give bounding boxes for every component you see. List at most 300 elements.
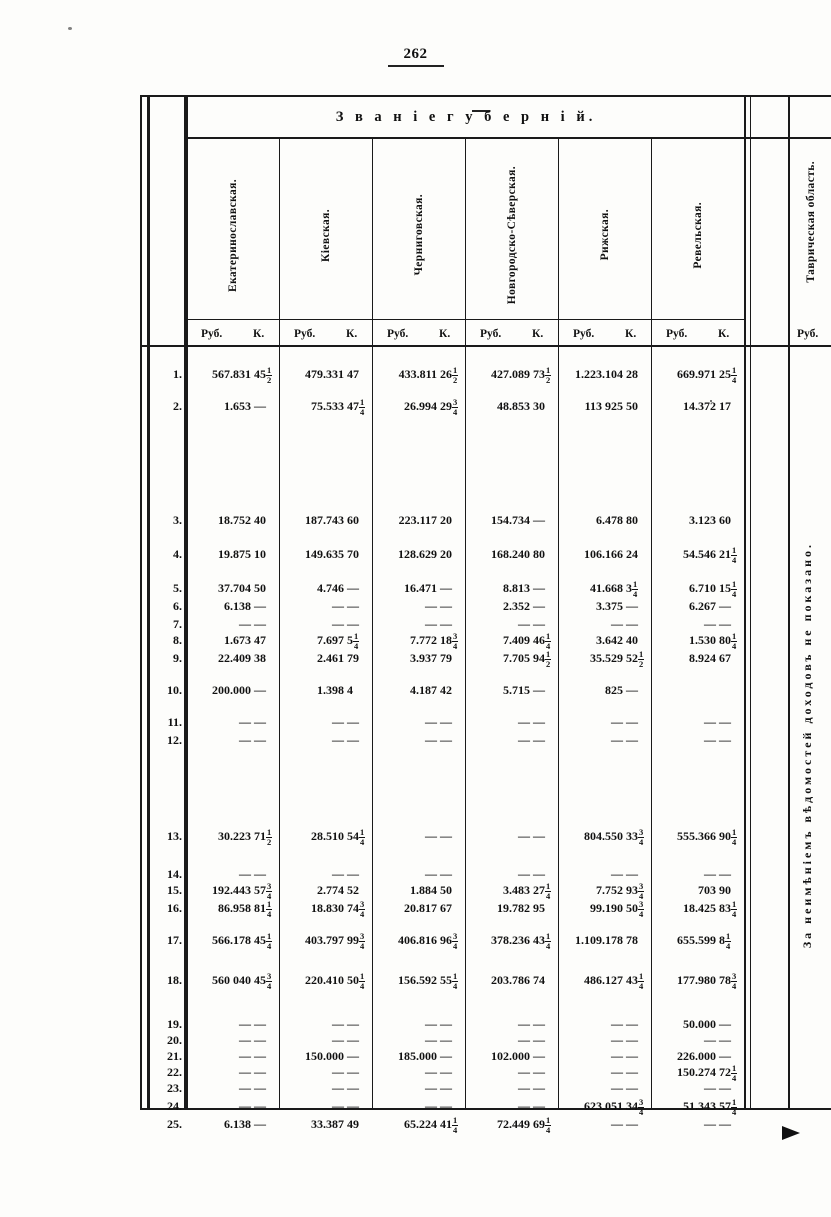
table-cell-kop: 54 $\frac{1}{4}$ bbox=[347, 827, 365, 847]
table-cell-rub: — bbox=[332, 1081, 344, 1095]
table-cell-kop: — bbox=[347, 867, 359, 881]
column-header-label: Рижская. bbox=[598, 209, 611, 261]
unit-rub: Руб. bbox=[666, 328, 688, 340]
table-cell-kop: — bbox=[347, 599, 359, 613]
column-header-label: Кiевская. bbox=[319, 208, 332, 262]
table-cell-kop: — bbox=[254, 1099, 266, 1113]
table-cell-rub: 7.697 bbox=[317, 633, 344, 647]
table-cell-rub: 150.274 bbox=[677, 1065, 716, 1079]
table-cell-kop: 83 $\frac{1}{4}$ bbox=[719, 899, 737, 919]
table-cell-rub: 566.178 bbox=[212, 933, 251, 947]
fraction: $\frac{1}{4}$ bbox=[732, 827, 737, 847]
row-number: 21. bbox=[167, 1049, 182, 1063]
table-cell-rub: 30.223 bbox=[218, 829, 251, 843]
fraction: $\frac{1}{4}$ bbox=[732, 545, 737, 565]
table-cell-kop: 20 bbox=[440, 513, 452, 527]
table-cell-rub: 378.236 bbox=[491, 933, 530, 947]
table-cell-rub: 28.510 bbox=[311, 829, 344, 843]
table-cell-kop: — bbox=[719, 715, 731, 729]
row-number: 19. bbox=[167, 1017, 182, 1031]
table-cell-rub: 54.546 bbox=[683, 547, 716, 561]
table-cell-kop: 29 $\frac{3}{4}$ bbox=[440, 397, 458, 417]
table-cell-kop: — bbox=[440, 867, 452, 881]
table-cell-rub: — bbox=[425, 867, 437, 881]
row-number: 2. bbox=[173, 399, 182, 413]
table-cell-kop: — bbox=[347, 733, 359, 747]
table-cell-kop: 67 bbox=[440, 901, 452, 915]
table-cell-rub: 200.000 bbox=[212, 683, 251, 697]
table-cell-kop: 43 $\frac{1}{4}$ bbox=[626, 971, 644, 991]
fraction: $\frac{3}{4}$ bbox=[453, 631, 458, 651]
table-cell-kop: — bbox=[719, 1117, 731, 1131]
table-cell-rub: — bbox=[332, 1017, 344, 1031]
table-cell-rub: — bbox=[611, 1033, 623, 1047]
table-cell-kop: — bbox=[626, 715, 638, 729]
fraction: $\frac{1}{4}$ bbox=[360, 397, 365, 417]
table-cell-rub: 3.483 bbox=[503, 883, 530, 897]
table-cell-kop: — bbox=[626, 1033, 638, 1047]
table-cell-kop: — bbox=[719, 617, 731, 631]
table-cell-rub: — bbox=[518, 829, 530, 843]
table-cell-rub: 2.774 bbox=[317, 883, 344, 897]
table-cell-kop: 52 bbox=[347, 883, 359, 897]
table-cell-kop: — bbox=[347, 617, 359, 631]
table-cell-kop: — bbox=[440, 1081, 452, 1095]
table-cell-rub: 177.980 bbox=[677, 973, 716, 987]
page-number-rule bbox=[388, 65, 444, 67]
side-note-text: За неимѣнiемъ вѣдомостей доходовъ не показано. bbox=[799, 541, 814, 949]
table-cell-kop: 10 bbox=[254, 547, 266, 561]
row-number: 20. bbox=[167, 1033, 182, 1047]
table-cell-kop: — bbox=[440, 829, 452, 843]
column-header-label: Таврическая область. bbox=[804, 161, 817, 283]
page-number bbox=[0, 46, 831, 67]
table-cell-kop: 50 bbox=[440, 883, 452, 897]
statistics-table bbox=[140, 95, 831, 1135]
table-cell-kop: 33 $\frac{3}{4}$ bbox=[626, 827, 644, 847]
table-cell-rub: — bbox=[518, 1065, 530, 1079]
table-cell-kop: — bbox=[719, 733, 731, 747]
table-cell-kop: 27 $\frac{1}{4}$ bbox=[533, 881, 551, 901]
table-cell-rub: — bbox=[704, 715, 716, 729]
table-cell-kop: 25 $\frac{1}{4}$ bbox=[719, 365, 737, 385]
row-number: 10. bbox=[167, 683, 182, 697]
table-cell-rub: — bbox=[704, 867, 716, 881]
row-number: 11. bbox=[167, 715, 182, 729]
fraction: $\frac{1}{4}$ bbox=[732, 631, 737, 651]
table-cell-rub: — bbox=[518, 715, 530, 729]
table-cell-rub: 19.875 bbox=[218, 547, 251, 561]
fraction: $\frac{3}{4}$ bbox=[360, 899, 365, 919]
row-number: 17. bbox=[167, 933, 182, 947]
table-cell-rub: — bbox=[425, 617, 437, 631]
table-cell-rub: — bbox=[704, 1081, 716, 1095]
table-cell-kop: 47 $\frac{1}{4}$ bbox=[347, 397, 365, 417]
table-cell-rub: — bbox=[518, 1081, 530, 1095]
fraction: $\frac{1}{4}$ bbox=[546, 931, 551, 951]
table-cell-rub: 1.109.178 bbox=[575, 933, 623, 947]
table-cell-kop: 47 bbox=[347, 367, 359, 381]
table-cell-kop: 71 $\frac{1}{2}$ bbox=[254, 827, 272, 847]
table-cell-kop: 94 $\frac{1}{2}$ bbox=[533, 649, 551, 669]
table-cell-rub: 555.366 bbox=[677, 829, 716, 843]
table-cell-rub: 7.409 bbox=[503, 633, 530, 647]
table-cell-rub: 4.746 bbox=[317, 581, 344, 595]
table-cell-rub: — bbox=[611, 1017, 623, 1031]
table-cell-rub: 128.629 bbox=[398, 547, 437, 561]
table-cell-kop: 42 bbox=[440, 683, 452, 697]
fraction: $\frac{3}{4}$ bbox=[360, 931, 365, 951]
table-cell-rub: 48.853 bbox=[497, 399, 530, 413]
table-cell-rub: — bbox=[332, 617, 344, 631]
fraction: $\frac{1}{4}$ bbox=[360, 827, 365, 847]
row-number: 3. bbox=[173, 513, 182, 527]
table-cell-rub: — bbox=[704, 1033, 716, 1047]
table-cell-rub: 5.715 bbox=[503, 683, 530, 697]
table-cell-rub: 16.471 bbox=[404, 581, 437, 595]
table-cell-rub: — bbox=[518, 733, 530, 747]
table-cell-kop: 52 $\frac{1}{2}$ bbox=[626, 649, 644, 669]
table-cell-kop: 50 $\frac{1}{4}$ bbox=[347, 971, 365, 991]
table-cell-kop: — bbox=[533, 1081, 545, 1095]
table-cell-rub: 7.772 bbox=[410, 633, 437, 647]
table-cell-kop: 81 $\frac{1}{4}$ bbox=[254, 899, 272, 919]
table-cell-rub: — bbox=[332, 867, 344, 881]
table-cell-kop: — bbox=[533, 1065, 545, 1079]
fraction: $\frac{1}{4}$ bbox=[732, 579, 737, 599]
fraction: $\frac{3}{4}$ bbox=[267, 971, 272, 991]
unit-row-tavricheskaya bbox=[789, 323, 831, 345]
table-cell-rub: — bbox=[425, 1081, 437, 1095]
table-cell-kop: — bbox=[626, 1117, 638, 1131]
table-cell-rub: — bbox=[332, 599, 344, 613]
fraction: $\frac{1}{2}$ bbox=[267, 365, 272, 385]
table-cell-rub: 168.240 bbox=[491, 547, 530, 561]
unit-row-chernigovskaya bbox=[373, 323, 465, 345]
fraction: $\frac{1}{2}$ bbox=[639, 649, 644, 669]
table-cell-kop: — bbox=[533, 867, 545, 881]
table-cell-rub: 403.797 bbox=[305, 933, 344, 947]
table-cell-kop: 90 $\frac{1}{4}$ bbox=[719, 827, 737, 847]
col-sep-6 bbox=[744, 95, 746, 1110]
table-cell-rub: 3.642 bbox=[596, 633, 623, 647]
table-cell-kop: — bbox=[347, 1099, 359, 1113]
column-header-label: Екатеринославская. bbox=[226, 178, 239, 292]
table-cell-rub: — bbox=[518, 1017, 530, 1031]
table-cell-kop: — bbox=[347, 715, 359, 729]
fraction: $\frac{1}{4}$ bbox=[639, 971, 644, 991]
table-cell-rub: 655.599 bbox=[677, 933, 716, 947]
table-cell-rub: — bbox=[239, 1017, 251, 1031]
table-cell-rub: — bbox=[239, 1065, 251, 1079]
table-cell-kop: 78 bbox=[626, 933, 638, 947]
table-cell-kop: — bbox=[254, 1117, 266, 1131]
table-cell-kop: 79 bbox=[347, 651, 359, 665]
table-cell-rub: — bbox=[611, 1117, 623, 1131]
table-cell-kop: 74 bbox=[533, 973, 545, 987]
table-cell-rub: 486.127 bbox=[584, 973, 623, 987]
unit-row-ekaterinoslavskaya bbox=[187, 323, 279, 345]
table-cell-rub: — bbox=[425, 1099, 437, 1113]
table-title: З в а н i е г у б е р н i й. bbox=[335, 109, 597, 125]
table-cell-kop: 74 $\frac{3}{4}$ bbox=[347, 899, 365, 919]
unit-row-rizhskaya bbox=[559, 323, 651, 345]
table-cell-rub: — bbox=[239, 1099, 251, 1113]
table-cell-rub: 427.089 bbox=[491, 367, 530, 381]
table-cell-rub: 2.352 bbox=[503, 599, 530, 613]
table-cell-rub: — bbox=[611, 715, 623, 729]
column-header-label: Ревельская. bbox=[691, 201, 704, 269]
table-cell-kop: 46 $\frac{1}{4}$ bbox=[533, 631, 551, 651]
row-number: 4. bbox=[173, 547, 182, 561]
fraction: $\frac{1}{2}$ bbox=[453, 365, 458, 385]
table-cell-kop: 55 $\frac{1}{4}$ bbox=[440, 971, 458, 991]
fraction: $\frac{1}{4}$ bbox=[354, 631, 359, 651]
row-number: 22. bbox=[167, 1065, 182, 1079]
fraction: $\frac{3}{4}$ bbox=[732, 971, 737, 991]
table-cell-rub: 560 040 bbox=[212, 973, 251, 987]
table-cell-kop: 95 bbox=[533, 901, 545, 915]
row-number: 7. bbox=[173, 617, 182, 631]
table-cell-kop: — bbox=[533, 715, 545, 729]
unit-rub: Руб. bbox=[387, 328, 409, 340]
unit-row-kievskaya bbox=[280, 323, 372, 345]
fraction: $\frac{3}{4}$ bbox=[639, 827, 644, 847]
table-cell-kop: — bbox=[626, 1017, 638, 1031]
fraction: $\frac{1}{4}$ bbox=[732, 1097, 737, 1117]
unit-kop: К. bbox=[439, 328, 451, 340]
column-header-label: Новгородско-Сѣверская. bbox=[505, 165, 518, 305]
table-cell-rub: 1.223.104 bbox=[575, 367, 623, 381]
table-cell-rub: 226.000 bbox=[677, 1049, 716, 1063]
table-cell-rub: 6.478 bbox=[596, 513, 623, 527]
table-cell-rub: 156.592 bbox=[398, 973, 437, 987]
table-cell-kop: — bbox=[347, 1081, 359, 1095]
table-cell-rub: 50.000 bbox=[683, 1017, 716, 1031]
table-cell-kop: — bbox=[440, 1065, 452, 1079]
table-cell-rub: 825 bbox=[605, 683, 623, 697]
table-cell-kop: 24 bbox=[626, 547, 638, 561]
table-cell-kop: 45 $\frac{1}{2}$ bbox=[254, 365, 272, 385]
corner-mark bbox=[782, 1126, 800, 1140]
table-cell-rub: 187.743 bbox=[305, 513, 344, 527]
table-cell-rub: 37.704 bbox=[218, 581, 251, 595]
fraction: $\frac{1}{4}$ bbox=[453, 1115, 458, 1135]
table-cell-kop: — bbox=[533, 1049, 545, 1063]
row-number: 18. bbox=[167, 973, 182, 987]
row-number: 12. bbox=[167, 733, 182, 747]
table-cell-rub: 7.752 bbox=[596, 883, 623, 897]
table-cell-kop: — bbox=[347, 1065, 359, 1079]
table-cell-kop: 80 bbox=[533, 547, 545, 561]
table-cell-rub: 33.387 bbox=[311, 1117, 344, 1131]
table-cell-rub: — bbox=[425, 829, 437, 843]
table-cell-rub: 3.123 bbox=[689, 513, 716, 527]
table-cell-kop: — bbox=[719, 1049, 731, 1063]
table-cell-kop: — bbox=[626, 683, 638, 697]
table-cell-rub: 220.410 bbox=[305, 973, 344, 987]
table-cell-kop: — bbox=[254, 1065, 266, 1079]
table-cell-kop: — bbox=[533, 513, 545, 527]
table-cell-kop: — bbox=[440, 617, 452, 631]
table-cell-kop: 99 $\frac{3}{4}$ bbox=[347, 931, 365, 951]
table-cell-rub: 6.710 bbox=[689, 581, 716, 595]
table-cell-kop: 50 bbox=[626, 399, 638, 413]
table-cell-rub: — bbox=[425, 1033, 437, 1047]
unit-rub: Руб. bbox=[480, 328, 502, 340]
table-cell-rub: — bbox=[611, 867, 623, 881]
table-cell-rub: — bbox=[611, 1065, 623, 1079]
table-cell-rub: 106.166 bbox=[584, 547, 623, 561]
column-header-revelskaya bbox=[652, 151, 744, 319]
table-cell-kop: 40 bbox=[254, 513, 266, 527]
table-cell-kop: — bbox=[533, 617, 545, 631]
table-cell-kop: — bbox=[533, 1017, 545, 1031]
table-cell-rub: 1.398 bbox=[317, 683, 344, 697]
fraction: $\frac{1}{4}$ bbox=[546, 1115, 551, 1135]
table-cell-kop: — bbox=[719, 1033, 731, 1047]
table-cell-rub: 72.449 bbox=[497, 1117, 530, 1131]
table-cell-rub: 406.816 bbox=[398, 933, 437, 947]
table-cell-kop: 60 bbox=[347, 513, 359, 527]
table-cell-kop: — bbox=[719, 1017, 731, 1031]
col-sep-6b bbox=[750, 95, 751, 1110]
table-cell-rub: — bbox=[425, 1017, 437, 1031]
table-cell-kop: — bbox=[254, 733, 266, 747]
table-cell-kop: — bbox=[533, 599, 545, 613]
table-cell-rub: 6.138 bbox=[224, 1117, 251, 1131]
table-cell-kop: 78 $\frac{3}{4}$ bbox=[719, 971, 737, 991]
fraction: $\frac{1}{4}$ bbox=[633, 579, 638, 599]
page-number-value: 262 bbox=[403, 46, 428, 62]
header-rule-units bbox=[140, 345, 831, 347]
fraction: $\frac{1}{4}$ bbox=[546, 881, 551, 901]
table-cell-rub: 2.461 bbox=[317, 651, 344, 665]
table-cell-kop: 67 bbox=[719, 651, 731, 665]
table-cell-kop: — bbox=[440, 733, 452, 747]
table-cell-kop: 21 $\frac{1}{4}$ bbox=[719, 545, 737, 565]
table-cell-rub: 26.994 bbox=[404, 399, 437, 413]
table-cell-rub: — bbox=[332, 1033, 344, 1047]
table-cell-kop: 57 $\frac{1}{4}$ bbox=[719, 1097, 737, 1117]
table-cell-kop: — bbox=[626, 599, 638, 613]
column-header-ekaterinoslavskaya bbox=[187, 151, 279, 319]
table-cell-kop: — bbox=[719, 599, 731, 613]
table-cell-rub: 185.000 bbox=[398, 1049, 437, 1063]
row-number: 23. bbox=[167, 1081, 182, 1095]
table-cell-kop: 3 $\frac{1}{4}$ bbox=[626, 579, 638, 599]
table-cell-rub: 192.443 bbox=[212, 883, 251, 897]
table-cell-kop: 93 $\frac{3}{4}$ bbox=[626, 881, 644, 901]
table-cell-rub: — bbox=[239, 867, 251, 881]
table-cell-rub: — bbox=[518, 867, 530, 881]
table-cell-rub: — bbox=[611, 733, 623, 747]
table-cell-kop: 73 $\frac{1}{2}$ bbox=[533, 365, 551, 385]
table-cell-rub: — bbox=[425, 599, 437, 613]
table-cell-kop: 69 $\frac{1}{4}$ bbox=[533, 1115, 551, 1135]
unit-kop: К. bbox=[253, 328, 265, 340]
table-cell-rub: 65.224 bbox=[404, 1117, 437, 1131]
table-cell-rub: 18.752 bbox=[218, 513, 251, 527]
table-cell-rub: — bbox=[239, 1033, 251, 1047]
fraction: $\frac{1}{4}$ bbox=[267, 931, 272, 951]
table-cell-rub: — bbox=[611, 1049, 623, 1063]
fraction: $\frac{1}{4}$ bbox=[546, 631, 551, 651]
table-cell-kop: — bbox=[440, 599, 452, 613]
table-cell-kop: — bbox=[626, 617, 638, 631]
table-cell-rub: 99.190 bbox=[590, 901, 623, 915]
table-cell-rub: 1.653 bbox=[224, 399, 251, 413]
table-cell-rub: 804.550 bbox=[584, 829, 623, 843]
column-header-label: Черниговская. bbox=[412, 194, 425, 276]
table-cell-kop: — bbox=[440, 581, 452, 595]
fraction: $\frac{1}{2}$ bbox=[546, 649, 551, 669]
table-cell-kop: — bbox=[533, 683, 545, 697]
table-cell-rub: — bbox=[239, 715, 251, 729]
table-cell-kop: — bbox=[254, 1049, 266, 1063]
fraction: $\frac{1}{4}$ bbox=[726, 931, 731, 951]
table-cell-kop: — bbox=[533, 829, 545, 843]
table-cell-kop: 38 bbox=[254, 651, 266, 665]
fraction: $\frac{1}{4}$ bbox=[732, 899, 737, 919]
unit-rub: Руб. bbox=[797, 328, 819, 340]
table-cell-kop: 17 bbox=[719, 399, 731, 413]
table-cell-rub: 567.831 bbox=[212, 367, 251, 381]
table-cell-kop: 45 $\frac{1}{4}$ bbox=[254, 931, 272, 951]
table-cell-rub: — bbox=[332, 1065, 344, 1079]
table-cell-rub: 14.372 bbox=[683, 399, 716, 413]
unit-rub: Руб. bbox=[573, 328, 595, 340]
table-cell-kop: 15 $\frac{1}{4}$ bbox=[719, 579, 737, 599]
column-header-rizhskaya bbox=[559, 151, 651, 319]
table-cell-rub: — bbox=[518, 617, 530, 631]
table-cell-rub: 86.958 bbox=[218, 901, 251, 915]
table-cell-kop: 4 bbox=[347, 683, 353, 697]
table-cell-kop: — bbox=[347, 1017, 359, 1031]
table-cell-kop: — bbox=[533, 581, 545, 595]
table-cell-kop: 70 bbox=[347, 547, 359, 561]
table-cell-kop: 80 bbox=[626, 513, 638, 527]
table-cell-rub: — bbox=[704, 733, 716, 747]
table-cell-rub: 3.375 bbox=[596, 599, 623, 613]
table-cell-rub: 703 bbox=[698, 883, 716, 897]
table-cell-rub: — bbox=[704, 617, 716, 631]
unit-kop: К. bbox=[718, 328, 730, 340]
table-cell-kop: — bbox=[533, 1099, 545, 1113]
table-cell-kop: 28 bbox=[626, 367, 638, 381]
fraction: $\frac{1}{4}$ bbox=[732, 1063, 737, 1083]
table-cell-rub: 154.734 bbox=[491, 513, 530, 527]
table-cell-rub: 1.884 bbox=[410, 883, 437, 897]
table-cell-rub: — bbox=[239, 1081, 251, 1095]
fraction: $\frac{1}{4}$ bbox=[267, 899, 272, 919]
fraction: $\frac{3}{4}$ bbox=[639, 1097, 644, 1117]
header-rule-top bbox=[186, 137, 831, 139]
row-number: 5. bbox=[173, 581, 182, 595]
column-header-tavricheskaya-oblast bbox=[789, 125, 831, 319]
table-cell-rub: — bbox=[332, 715, 344, 729]
fraction: $\frac{1}{4}$ bbox=[360, 971, 365, 991]
row-number: 1. bbox=[173, 367, 182, 381]
table-cell-kop: 30 bbox=[533, 399, 545, 413]
table-cell-kop: — bbox=[626, 1049, 638, 1063]
unit-kop: К. bbox=[346, 328, 358, 340]
table-cell-kop: — bbox=[440, 1017, 452, 1031]
table-cell-kop: — bbox=[254, 867, 266, 881]
table-cell-rub: 18.830 bbox=[311, 901, 344, 915]
table-cell-kop: — bbox=[254, 599, 266, 613]
column-header-kievskaya bbox=[280, 151, 372, 319]
